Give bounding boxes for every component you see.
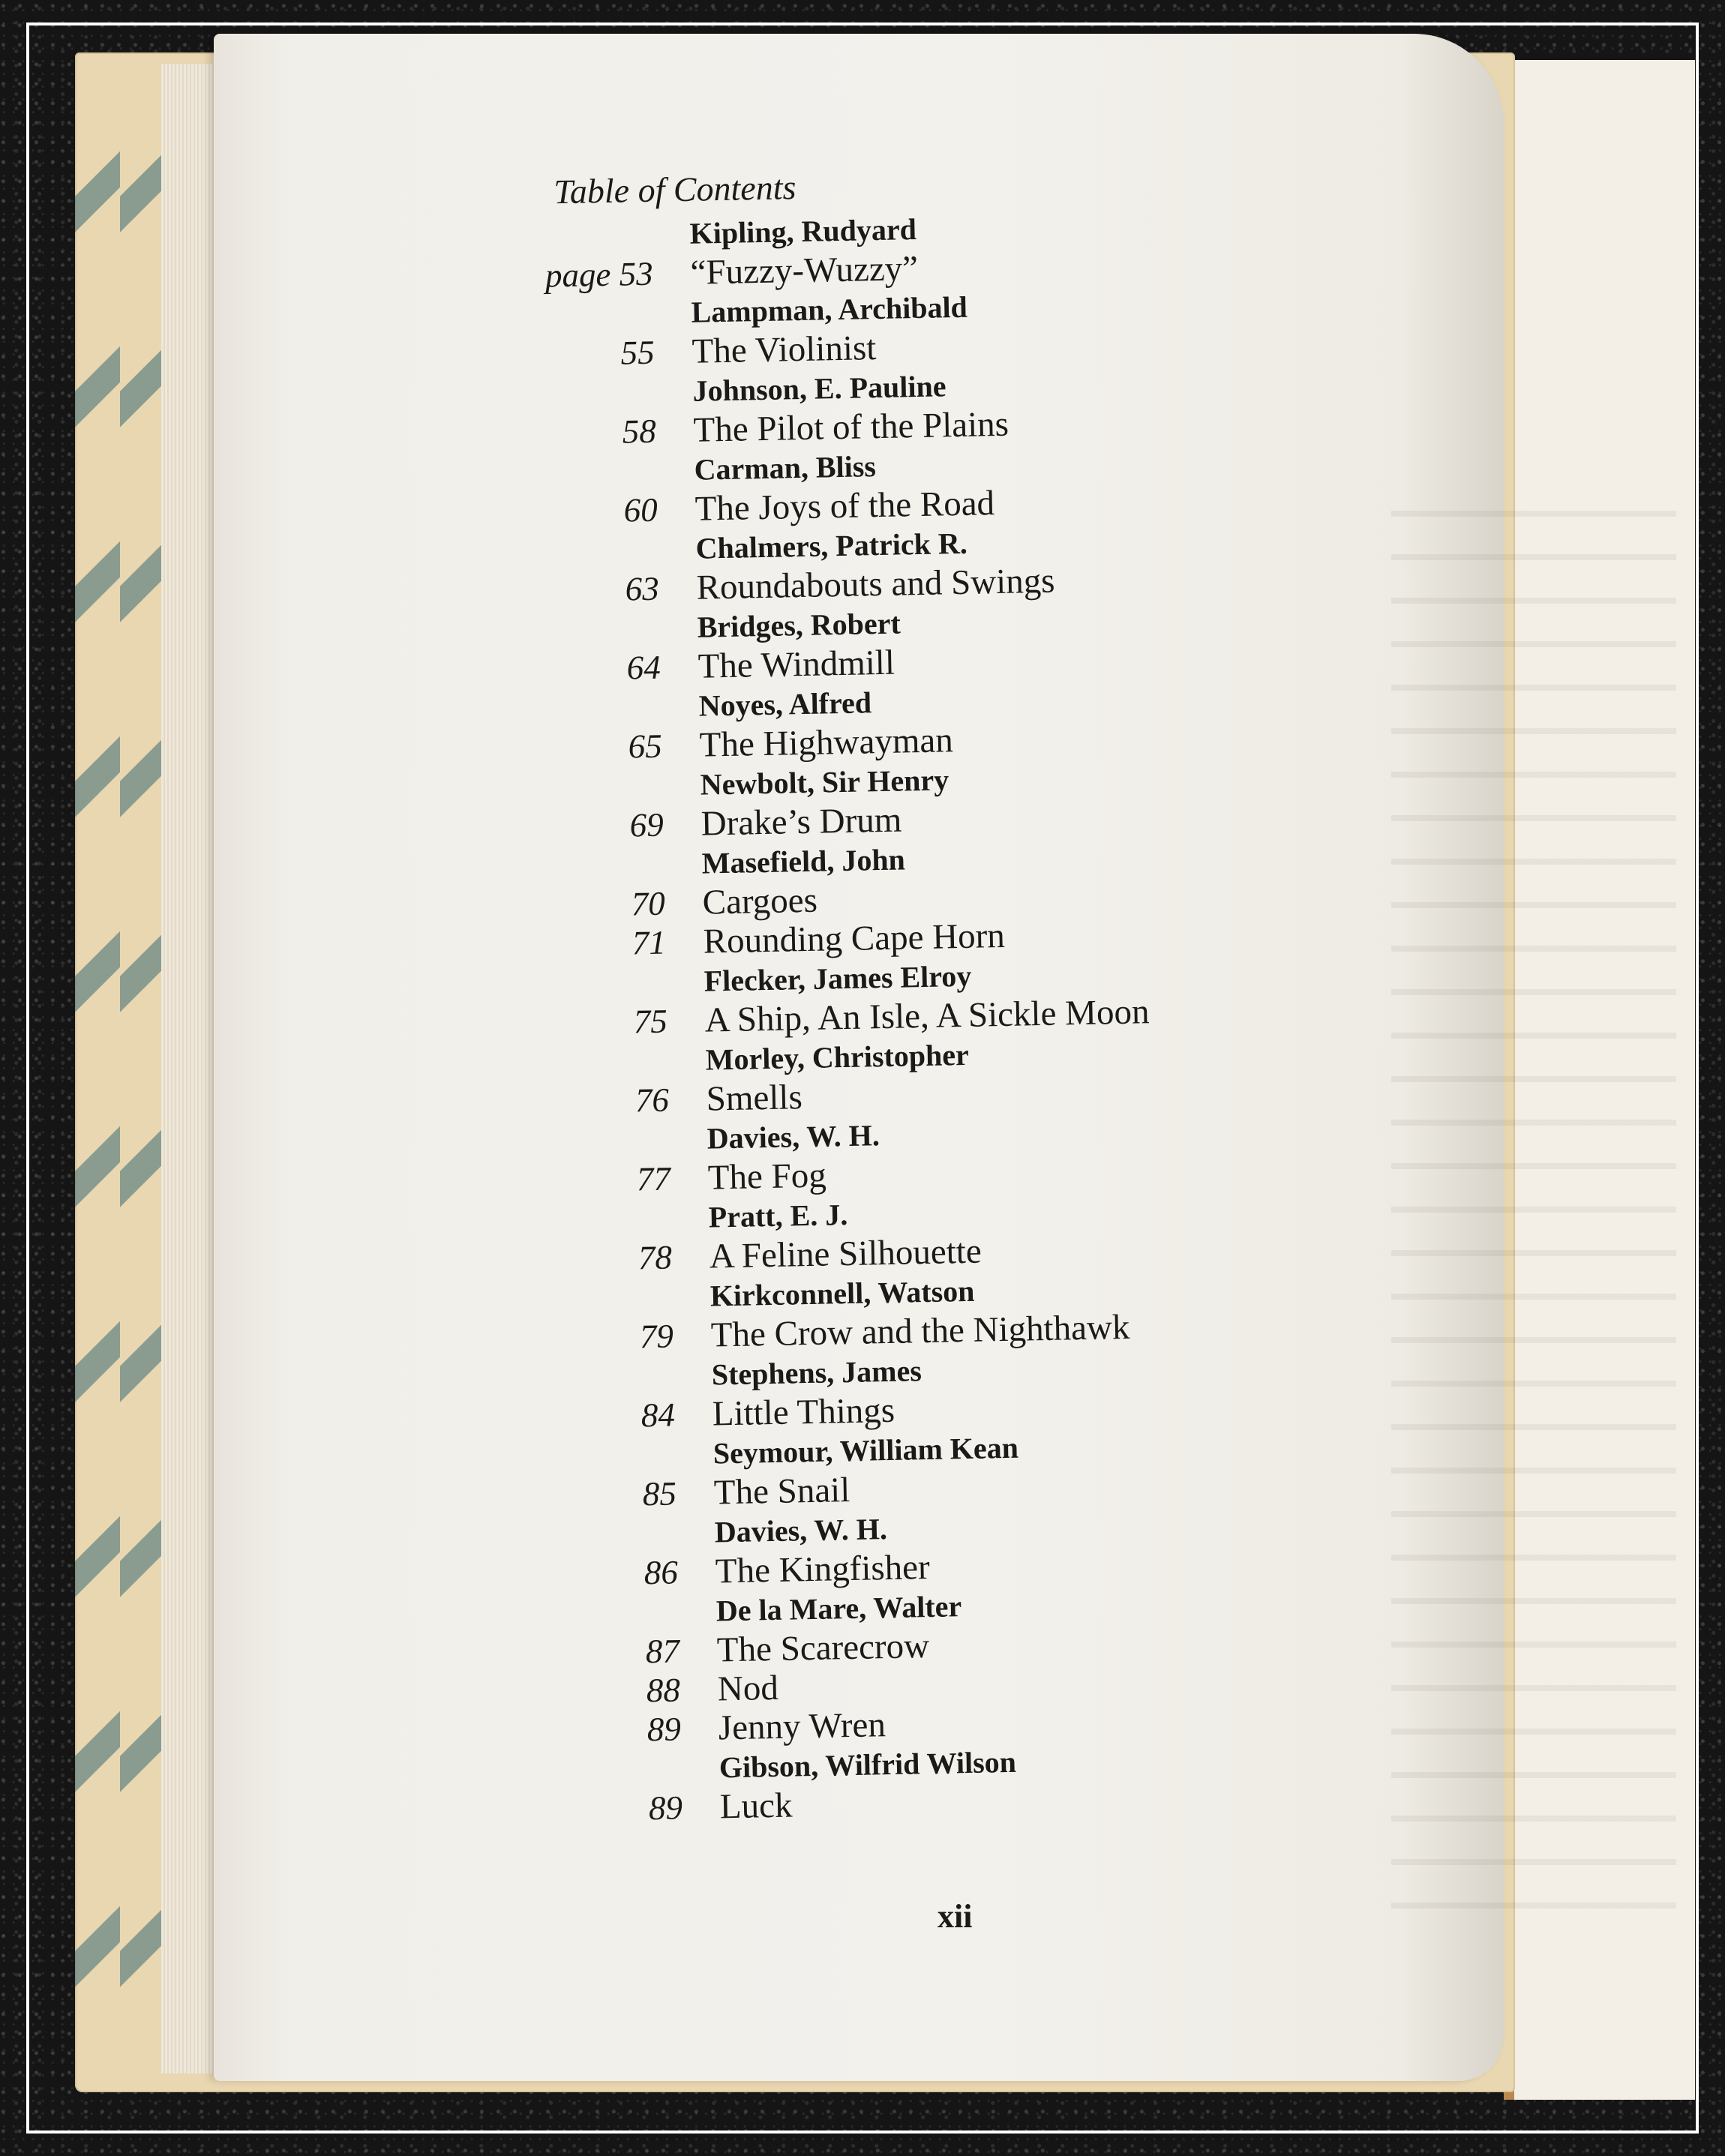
entry-page-number: 77 [636,1159,671,1198]
entry-title: Nod [717,1668,779,1709]
entry-title: Smells [706,1078,803,1119]
entry-page-number: 71 [632,923,667,962]
entry-page-number: 58 [622,412,657,451]
entry-page-number: 88 [646,1671,681,1710]
page-folio: xii [938,1898,973,1935]
entry-title: The Kingfisher [715,1547,931,1591]
entry-author: Kipling, Rudyard [689,211,917,250]
entry-author: Bridges, Robert [697,606,902,644]
entry-title: The Pilot of the Plains [693,404,1010,450]
entry-title: Rounding Cape Horn [703,916,1006,961]
entry-author: Pratt, E. J. [708,1198,848,1234]
entry-page-number: 55 [620,333,656,372]
page-number-value: 53 [619,254,654,293]
entry-title: The Fog [707,1156,827,1198]
entry-page-number: 70 [631,884,666,923]
entry-title: The Crow and the Nighthawk [710,1307,1130,1355]
entry-page-number [526,253,691,295]
entry-page-number: 84 [640,1396,676,1435]
entry-title: A Feline Silhouette [709,1231,982,1276]
entry-page-number: 75 [633,1002,668,1041]
entry-author: Masefield, John [701,842,906,880]
entry-author: Newbolt, Sir Henry [700,763,950,802]
entry-title: The Windmill [698,643,896,686]
entry-author: Seymour, William Kean [712,1430,1019,1471]
entry-author: Davies, W. H. [706,1118,880,1156]
table-of-contents [525,155,1456,1830]
entry-page-number: 60 [623,490,658,529]
entry-author: Johnson, E. Pauline [692,369,946,408]
entry-author: Morley, Christopher [705,1037,970,1077]
entry-title: Cargoes [702,880,818,922]
entry-author: De la Mare, Walter [716,1589,962,1628]
entry-page-number: 87 [645,1632,680,1671]
toc-entries [526,199,1456,1830]
entry-page-number: 78 [638,1238,673,1277]
entry-title: Jenny Wren [718,1705,886,1748]
entry-title: The Snail [713,1471,850,1513]
entry-page-number: 65 [628,727,663,766]
entry-author: Gibson, Wilfrid Wilson [718,1744,1017,1785]
entry-title: The Highwayman [699,721,954,765]
entry-page-number: 85 [642,1474,677,1513]
entry-title: Little Things [712,1390,896,1434]
entry-author: Stephens, James [711,1354,922,1392]
toc-heading: Table of Contents [554,168,796,211]
entry-page-number: 64 [626,648,662,687]
entry-author: Chalmers, Patrick R. [695,526,968,565]
cover-pattern [75,52,165,2092]
entry-page-number: 89 [648,1789,683,1828]
entry-page-number: 69 [629,805,664,844]
entry-author: Flecker, James Elroy [704,958,972,998]
entry-page-number: 63 [625,569,660,608]
entry-author: Kirkconnell, Watson [710,1273,975,1313]
entry-title: Luck [719,1786,793,1827]
entry-title: “Fuzzy-Wuzzy” [690,248,919,292]
entry-page-number: 86 [644,1553,679,1592]
entry-page-number: 89 [646,1710,682,1749]
entry-page-number: 79 [639,1317,674,1356]
entry-author: Carman, Bliss [694,449,877,487]
entry-author: Davies, W. H. [714,1512,888,1549]
entry-author: Noyes, Alfred [698,685,872,723]
entry-title: The Scarecrow [716,1627,930,1670]
entry-author: Lampman, Archibald [691,289,968,329]
entry-title: Roundabouts and Swings [696,561,1055,607]
page-prefix: page [544,255,611,295]
entry-title: A Ship, An Isle, A Sickle Moon [704,992,1150,1040]
entry-title: The Violinist [692,328,877,371]
entry-page-number: 76 [634,1081,670,1120]
entry-title: Drake’s Drum [700,800,902,844]
entry-title: The Joys of the Road [694,484,995,529]
